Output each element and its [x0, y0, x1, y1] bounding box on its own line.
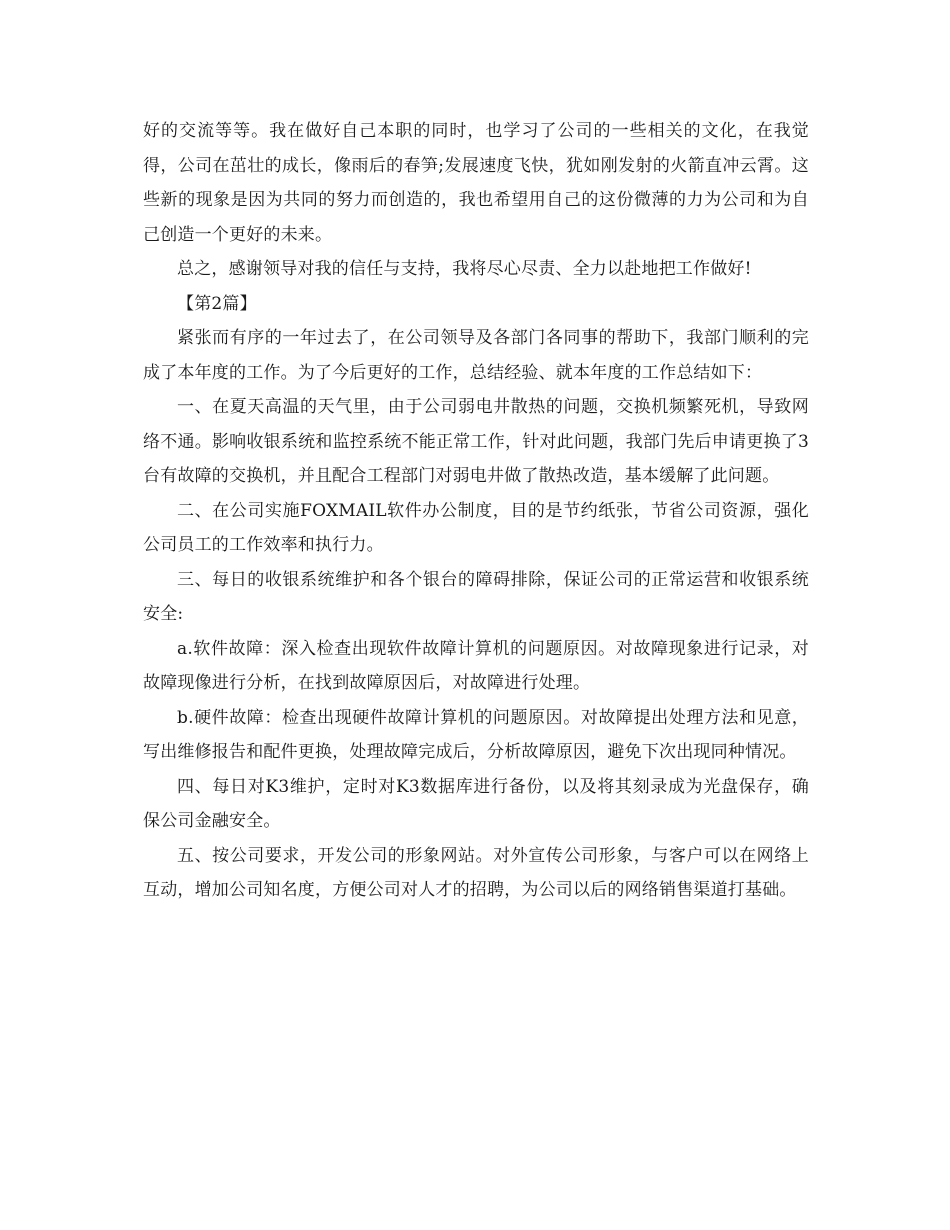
- paragraph-conclusion: 总之，感谢领导对我的信任与支持，我将尽心尽责、全力以赴地把工作做好!: [177, 259, 752, 279]
- paragraph-item-1: 一、在夏天高温的天气里，由于公司弱电井散热的问题，交换机频繁死机，导致网络不通。影响收银系统和监控系统不能正常工作，针对此问题，我部门先后申请更换了3台有故障的交换机，并且配合工程部门对弱电井做了散热改造，基本缓解了此问题。: [143, 397, 809, 486]
- paragraph-item-3a: a.软件故障：深入检查出现软件故障计算机的问题原因。对故障现象进行记录，对故障现像进行分析，在找到故障原因后，对故障进行处理。: [143, 638, 809, 693]
- paragraph-item-3: 三、每日的收银系统维护和各个银台的障碍排除，保证公司的正常运营和收银系统安全:: [143, 569, 809, 624]
- paragraph-item-4: 四、每日对K3维护，定时对K3数据库进行备份，以及将其刻录成为光盘保存，确保公司金融安全。: [143, 776, 809, 831]
- paragraph-intro-continuation: 好的交流等等。我在做好自己本职的同时，也学习了公司的一些相关的文化，在我觉得，公司在茁壮的成长，像雨后的春笋;发展速度飞快，犹如刚发射的火箭直冲云霄。这些新的现象是因为共同的努力而创造的，我也希望用自己的这份微薄的力为公司和为自己创造一个更好的未来。: [143, 121, 809, 245]
- paragraph-item-2: 二、在公司实施FOXMAIL软件办公制度，目的是节约纸张，节省公司资源，强化公司员工的工作效率和执行力。: [143, 500, 809, 555]
- section-heading-part-2: 【第2篇】: [177, 293, 257, 314]
- paragraph-item-3b: b.硬件故障：检查出现硬件故障计算机的问题原因。对故障提出处理方法和见意，写出维修报告和配件更换，处理故障完成后，分析故障原因，避免下次出现同种情况。: [143, 707, 809, 762]
- document-body: [143, 114, 809, 908]
- paragraph-item-5: 五、按公司要求，开发公司的形象网站。对外宣传公司形象，与客户可以在网络上互动，增加公司知名度，方便公司对人才的招聘，为公司以后的网络销售渠道打基础。: [143, 845, 809, 900]
- paragraph-summary-intro: 紧张而有序的一年过去了，在公司领导及各部门各同事的帮助下，我部门顺利的完成了本年度的工作。为了今后更好的工作，总结经验、就本年度的工作总结如下：: [143, 328, 809, 383]
